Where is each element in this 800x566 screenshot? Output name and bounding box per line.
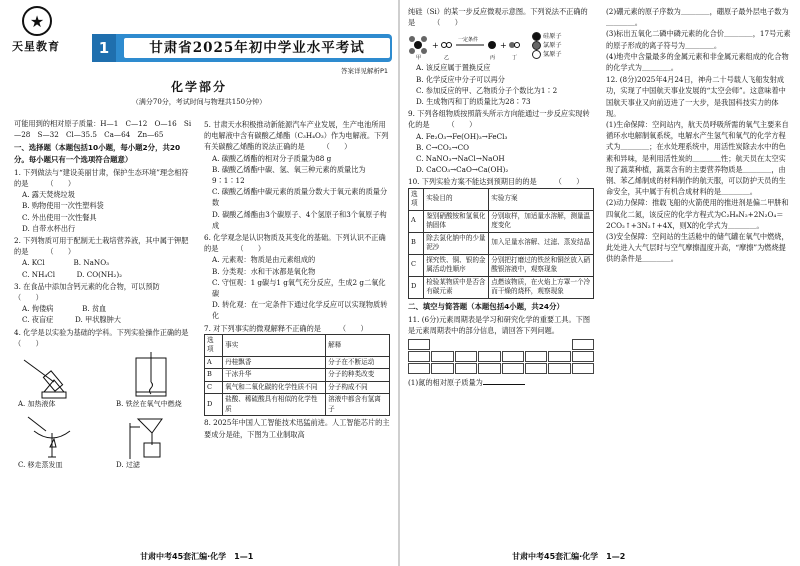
column-1 — [14, 118, 211, 542]
figure-caption: A. 加热液体 — [18, 399, 56, 408]
atomic-mass-intro: 可能用到的相对原子质量：H—1 C—12 O—16 Si—28 S—32 Cl—35.5 Ca—64 Zn—65 — [14, 119, 192, 140]
figure-caption: C. 移走蒸发皿 — [18, 460, 63, 469]
table-cell: 氧气和二氧化碳的化学性质不同 — [223, 381, 326, 394]
table-cell: 溶液中都含有氢离子 — [326, 394, 390, 416]
table-row — [205, 381, 390, 394]
question-2: 2. 下列物质可用于配制无土栽培营养液，其中属于钾肥的是 （ ） — [14, 236, 189, 257]
heating-liquid-icon — [14, 352, 94, 400]
figure-move-dish — [14, 413, 94, 471]
option: D. 碳酸乙烯酯由3个碳原子、4个氢原子和3个氧原子构成 — [212, 209, 387, 230]
right-page — [400, 0, 800, 566]
option: D. 甲状腺肿大 — [74, 315, 121, 325]
evaporating-dish-icon — [14, 413, 94, 461]
table-header-row — [409, 188, 594, 210]
option: C. NaNO₃→NaCl→NaOH — [416, 154, 505, 164]
table-header: 事实 — [223, 334, 326, 356]
table-cell: B — [205, 369, 223, 382]
table-row — [205, 394, 390, 416]
paper-number-badge: 1 — [92, 34, 116, 62]
option: B. 贫血 — [82, 304, 107, 314]
table-cell: 除去氯化钠中的少量泥沙 — [424, 232, 489, 254]
option: D. CaCO₃→CaO→Ca(OH)₂ — [416, 165, 509, 175]
figure-filtration — [112, 413, 192, 471]
option: A. Fe₂O₃→Fe(OH)₃→FeCl₃ — [416, 131, 508, 141]
exam-header — [0, 0, 398, 112]
question-8-continued: 纯硅（Si）的某一步反应微观示意图。下列说法不正确的是 （ ） — [408, 7, 588, 28]
svg-text:+: + — [432, 41, 439, 51]
table-header: 实验目的 — [424, 188, 489, 210]
reaction-diagram — [408, 30, 594, 60]
subject-title: 化学部分 — [170, 80, 227, 94]
reaction-condition: 一定条件 — [458, 37, 479, 44]
option: C. 夜盲症 — [22, 315, 54, 325]
logo-text: 天星教育 — [12, 40, 60, 53]
question-7: 7. 对下列事实的微观解释不正确的是 （ ） — [204, 323, 368, 333]
table-cell: 盐酸、稀硫酸具有相似的化学性质 — [223, 394, 326, 416]
table-cell: 加入足量水溶解、过滤、蒸发结晶 — [489, 232, 594, 254]
table-cell: C — [205, 381, 223, 394]
iron-burning-icon — [112, 352, 192, 400]
table-cell: D — [205, 394, 223, 416]
filtration-icon — [112, 413, 192, 461]
question-1: 1. 下列做法与“建设美丽甘肃，保护生态环境”理念相符的是 （ ） — [14, 167, 189, 189]
q10-table — [408, 188, 594, 299]
question-12-sub-1: (1)生命保障：空间站内，航天员呼吸所需的氧气主要来自循环水电解制氧系统，电解水产生氢气和氧气的化学方程式为＿＿＿＿；在水处理系统中，用活性炭除去水中的色素和异味，是利用活性炭的＿＿＿＿性；航天员在太空实现了蔬菜种植，蔬菜含有的主要营养物质是＿＿＿＿，由钢、苯乙烯制成的材料制作的航天服，可以防护天员的生命安全，其中属于有机合成材料的是＿＿＿＿。 — [606, 120, 789, 197]
table-header: 解释 — [326, 334, 390, 356]
figure-caption: B. 铁丝在氧气中燃烧 — [116, 399, 182, 408]
option: A. KCl — [22, 258, 45, 268]
page-number: 1—2 — [606, 552, 626, 561]
periodic-table-excerpt — [408, 339, 594, 374]
table-row — [409, 276, 594, 298]
option: D. 转化观：在一定条件下通过化学反应可以实现物质转化 — [212, 300, 388, 321]
option: B. 分类观：水和干冰都是氧化物 — [212, 266, 316, 276]
option: B. C→CO₂→CO — [416, 142, 470, 152]
section-heading-fill: 二、填空与简答题（本题包括4小题，共24分） — [408, 301, 564, 311]
question-3: 3. 在食品中添加含钙元素的化合物，可以预防 （ ） — [14, 281, 182, 303]
option: A. 元素观：物质是由元素组成的 — [212, 255, 316, 265]
molecule-legend — [532, 32, 562, 59]
table-row — [409, 254, 594, 276]
option-row — [14, 257, 192, 268]
table-cell: A — [409, 210, 424, 232]
answer-blank — [483, 384, 525, 385]
table-cell: B — [409, 232, 424, 254]
page-number: 1—1 — [234, 552, 254, 561]
option: A. 佝偻病 — [22, 304, 54, 314]
chlorine-atom-icon — [532, 41, 541, 50]
table-row — [205, 356, 390, 369]
table-row — [409, 232, 594, 254]
figure-iron-burning — [112, 352, 192, 410]
option: C. 外出使用一次性餐具 — [22, 212, 97, 222]
option: B. 化学反应中分子可以再分 — [416, 74, 505, 84]
option: C. 守恒观：1 g碳与1 g氧气充分反应，生成2 g二氧化碳 — [212, 277, 386, 299]
exam-title: 甘肃省2025年初中学业水平考试 — [124, 38, 390, 58]
option: C. 参加反应的甲、乙物质分子个数比为1∶2 — [416, 85, 558, 95]
table-cell: 分别把打磨过的铁丝和铜丝放入硝酸银溶液中，观察现象 — [489, 254, 594, 276]
silicon-atom-icon — [532, 32, 541, 41]
publisher-logo — [12, 6, 62, 64]
footer-left — [140, 551, 253, 562]
table-cell: 丹桂飘香 — [223, 356, 326, 369]
option: D. 生成物丙和丁的质量比为28∶73 — [416, 97, 531, 107]
section-heading-choice: 一、选择题（本题包括10小题，每小题2分，共20分。每小题只有一个选项符合题意） — [14, 143, 181, 164]
option: D. CO(NH₂)₂ — [76, 269, 123, 279]
option: A. 露天焚烧垃圾 — [22, 190, 75, 200]
table-cell: 检验某物质中是否含有碳元素 — [424, 276, 489, 298]
table-cell: 干冰升华 — [223, 369, 326, 382]
table-header: 实验方案 — [489, 188, 594, 210]
legend-label: 硅原子 — [543, 32, 562, 40]
question-4: 4. 化学是以实验为基础的学科。下列实验操作正确的是 （ ） — [14, 327, 211, 348]
question-11-sub-2: (2)硼元素的原子序数为＿＿＿＿，硼原子最外层电子数为＿＿＿＿。 — [606, 7, 789, 28]
figure-heating-liquid — [14, 352, 94, 410]
footer-book-title: 甘肃中考45套汇编·化学 — [512, 552, 599, 561]
table-header: 选项 — [205, 334, 223, 356]
table-cell: 鉴别硝酸铵和氢氧化钠固体 — [424, 210, 489, 232]
experiment-figures-bottom — [14, 413, 192, 471]
table-header-row — [205, 334, 390, 356]
option-row — [14, 314, 192, 325]
table-cell: 分子在不断运动 — [326, 356, 390, 369]
table-cell: A — [205, 356, 223, 369]
column-4 — [606, 6, 792, 542]
option: A. 该反应属于置换反应 — [416, 63, 491, 73]
question-12-sub-2: (2)动力保障：推载飞船的火箭使用的推进剂是偏二甲肼和四氧化二氮，该反应的化学方程式为C₂H₈N₂+2N₂O₄＝2CO₂↑+3N₂↑+4X，则X的化学式为＿＿＿＿。 — [606, 198, 789, 230]
answer-note: 答案详见解析P1 — [340, 67, 388, 75]
option: B. 碳酸乙烯酯中碳、氢、氧三种元素的质量比为9∶1∶12 — [212, 164, 366, 186]
question-11: 11. (6分)元素周期表是学习和研究化学的重要工具。下图是元素周期表中的部分信息，请回答下列问题。 — [408, 314, 591, 336]
option-row — [14, 269, 192, 280]
option: D. 自带水杯出行 — [22, 223, 76, 233]
molecule-reaction-icon — [408, 30, 528, 60]
left-page — [0, 0, 398, 566]
column-3 — [408, 6, 594, 542]
star-icon: ★ — [22, 6, 52, 36]
table-row — [409, 210, 594, 232]
question-8: 8. 2025年中国人工智能技术迅猛前进。人工智能芯片的主要成分是硅，下图为工业制取高 — [204, 418, 390, 439]
table-cell: C — [409, 254, 424, 276]
table-header: 选项 — [409, 188, 424, 210]
table-cell: 探究铁、铜、银的金属活动性顺序 — [424, 254, 489, 276]
question-9: 9. 下列各组物质按照箭头所示方向能通过一步反应实现转化的是 （ ） — [408, 109, 590, 130]
question-11-sub-1: (1)氮的相对原子质量为 — [408, 377, 594, 388]
table-cell: D — [409, 276, 424, 298]
q7-table — [204, 334, 390, 417]
table-cell: 点燃该物质，在火焰上方罩一个冷而干燥的烧杯，观察现象 — [489, 276, 594, 298]
svg-text:+: + — [500, 41, 507, 51]
question-11-sub-4: (4)地壳中含量最多的金属元素和非金属元素组成的化合物的化学式为＿＿＿＿。 — [606, 51, 789, 73]
question-12-sub-3: (3)安全保障：空间站的生活舱中的储气罐在氧气中燃烧，此处进入大气层时与空气摩擦温度升高，“摩擦”为燃烧提供的条件是＿＿＿＿。 — [606, 232, 789, 264]
figure-caption: D. 过滤 — [116, 460, 140, 469]
option-row — [14, 303, 192, 314]
experiment-figures-top — [14, 352, 192, 410]
molecule-label: 丁 — [512, 55, 518, 62]
option: A. 碳酸乙烯酯的相对分子质量为88 g — [212, 153, 332, 163]
table-row — [205, 369, 390, 382]
option: B. NaNO₃ — [73, 258, 109, 268]
column-2 — [204, 118, 390, 542]
question-5: 5. 甘肃天水积极推动新能源汽车产业发展，生产电池所用的电解液中含有碳酸乙烯酯（C₃H₄O₃）作为电解液。下列有关碳酸乙烯酯的说法正确的是 （ ） — [204, 120, 389, 152]
question-10: 10. 下列实验方案不能达到预期目的的是 （ ） — [408, 177, 584, 187]
legend-label: 氢原子 — [543, 50, 562, 58]
table-cell: 分子构成不同 — [326, 381, 390, 394]
exam-info: （满分70分，考试时间与物理共150分钟） — [131, 98, 267, 106]
hydrogen-atom-icon — [532, 50, 541, 59]
molecule-label: 甲 — [416, 55, 422, 62]
question-6: 6. 化学观念是认识物质及其变化的基础。下列认识不正确的是 （ ） — [204, 233, 386, 254]
molecule-label: 丙 — [490, 55, 496, 62]
footer-right — [512, 551, 625, 562]
footer-book-title: 甘肃中考45套汇编·化学 — [140, 552, 227, 561]
option: C. 碳酸乙烯酯中碳元素的质量分数大于氧元素的质量分数 — [212, 187, 388, 208]
option: B. 购物使用一次性塑料袋 — [22, 201, 104, 211]
question-12: 12. (8分)2025年4月24日，神舟二十号载人飞船发射成功，实现了中国航天事业发展的“太空会师”。这意味着中国航天事业又向前迈进了一大步，是我国科技实力的体现。 — [606, 75, 786, 118]
question-11-sub-3: (3)标出五氧化二磷中磷元素的化合价＿＿＿＿，17号元素的原子形成的离子符号为＿＿＿＿。 — [606, 29, 791, 50]
molecule-label: 乙 — [444, 55, 450, 62]
option: C. NH₄Cl — [22, 269, 56, 279]
table-cell: 分别取样，加适量水溶解，测量温度变化 — [489, 210, 594, 232]
table-cell: 分子的种类改变 — [326, 369, 390, 382]
legend-label: 氯原子 — [543, 41, 562, 49]
